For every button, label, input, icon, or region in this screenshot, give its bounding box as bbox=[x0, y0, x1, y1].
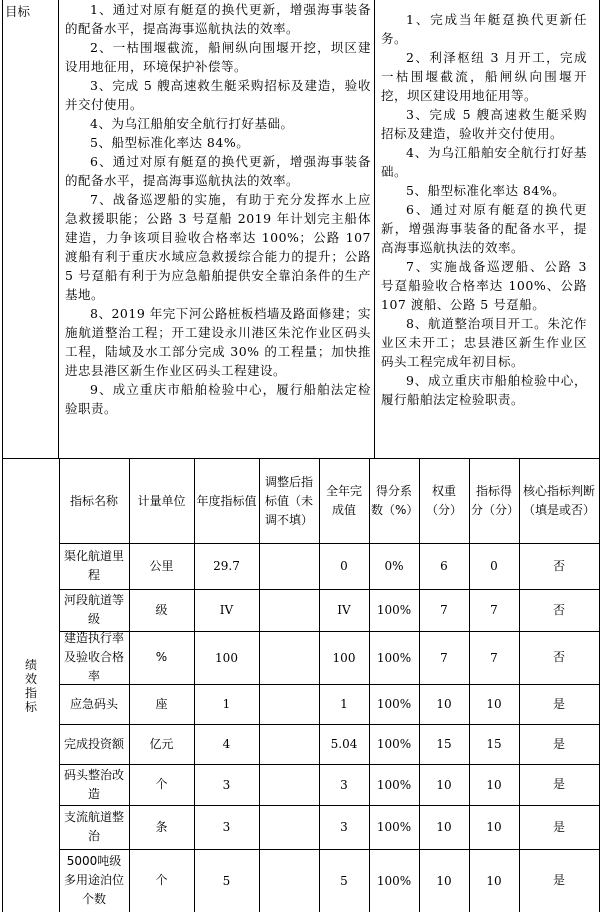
table-cell bbox=[261, 724, 317, 764]
actual-goals bbox=[381, 10, 587, 409]
indicator-name-cell: 建造执行率及验收合格率 bbox=[63, 631, 124, 683]
table-cell: 是 bbox=[552, 873, 565, 887]
table-cell: 6 bbox=[440, 559, 448, 573]
table-cell: 1 bbox=[222, 697, 231, 711]
indicator-name-cell: 渠化航道里程 bbox=[63, 549, 124, 582]
actual-goal-item: 3、完成 5 艘高速救生艇采购招标及建造，验收并交付使用。 bbox=[381, 107, 587, 141]
table-cell: 100% bbox=[376, 737, 412, 751]
table-cell: 0% bbox=[384, 559, 404, 573]
table-cell: 否 bbox=[552, 602, 565, 617]
table-cell: 15 bbox=[436, 737, 452, 751]
planned-goal-item: 7、战备巡逻船的实施，有助于充分发挥水上应急救援职能；公路 3 号趸船 2019 年计划完主船体建造，力争该项目验收合格率达 100%；公路 107 渡船有利于重庆水域应急救援综合能力的提升；公路 5 号趸船有利于为应急船舶提供安全靠泊条件的生产基地。 bbox=[65, 192, 371, 302]
table-cell: 3 bbox=[222, 820, 231, 834]
table-cell: 7 bbox=[490, 650, 498, 665]
planned-goal-item: 1、通过对原有艇趸的换代更新，增强海事装备的配备水平，提高海事巡航执法的效率。 bbox=[65, 2, 371, 36]
indicator-name-cell: 完成投资额 bbox=[63, 736, 124, 751]
target-label: 目标 bbox=[5, 4, 31, 19]
table-cell: 10 bbox=[436, 873, 452, 888]
table-cell bbox=[261, 543, 317, 589]
indicator-name-cell: 码头整治改造 bbox=[63, 767, 124, 801]
table-cell bbox=[261, 849, 317, 912]
planned-goal-item: 9、成立重庆市船舶检验中心，履行船舶法定检验职责。 bbox=[65, 382, 371, 416]
indicator-name-cell: 应急码头 bbox=[69, 696, 118, 711]
table-cell: 是 bbox=[552, 819, 565, 834]
table-cell: 亿元 bbox=[149, 736, 174, 751]
table-cell bbox=[261, 805, 317, 849]
table-cell: 10 bbox=[486, 777, 502, 792]
table-cell bbox=[261, 589, 317, 631]
table-cell: % bbox=[155, 650, 168, 664]
performance-table bbox=[2, 0, 600, 912]
table-cell: 100% bbox=[376, 777, 412, 792]
table-cell: 是 bbox=[552, 696, 565, 711]
actual-goal-item: 2、利泽枢纽 3 月开工，完成一枯围堰截流，船闸纵向围堰开挖，坝区建设用地征用等。 bbox=[381, 50, 587, 103]
table-cell: 是 bbox=[552, 777, 565, 791]
table-cell bbox=[261, 684, 317, 724]
actual-goal-item: 8、航道整治项目开工。朱沱作业区未开工；忠县港区新生作业区码头工程完成年初目标。 bbox=[381, 316, 587, 369]
table-cell: 座 bbox=[155, 696, 168, 711]
table-cell: 10 bbox=[436, 820, 452, 834]
table-cell: 5.04 bbox=[330, 737, 358, 751]
indicator-name-cell: 5000吨级多用途泊位个数 bbox=[63, 854, 124, 906]
table-cell: 个 bbox=[155, 777, 168, 791]
table-cell bbox=[261, 764, 317, 805]
table-cell: 100 bbox=[332, 650, 356, 665]
column-header: 调整后指标值（未调不填） bbox=[264, 474, 313, 527]
actual-goal-item: 4、为乌江船舶安全航行打好基础。 bbox=[381, 145, 587, 179]
planned-goal-item: 5、船型标准化率达 84%。 bbox=[90, 135, 250, 150]
table-cell: 否 bbox=[552, 558, 565, 573]
table-cell: IV bbox=[337, 603, 351, 617]
indicator-name-cell: 支流航道整治 bbox=[63, 810, 124, 843]
table-cell: 条 bbox=[155, 819, 168, 834]
planned-goal-item: 4、为乌江船舶安全航行打好基础。 bbox=[90, 116, 294, 131]
table-cell: 级 bbox=[155, 602, 168, 617]
table-cell: 5 bbox=[222, 873, 231, 888]
planned-goal-item: 3、完成 5 艘高速救生艇采购招标及建造，验收并交付使用。 bbox=[65, 78, 371, 112]
actual-goal-item: 5、船型标准化率达 84%。 bbox=[406, 183, 566, 198]
table-cell: 公里 bbox=[149, 558, 174, 573]
table-cell bbox=[261, 631, 317, 684]
table-cell: 29.7 bbox=[213, 559, 240, 573]
table-cell: 100% bbox=[376, 873, 412, 888]
table-cell: 否 bbox=[552, 650, 565, 664]
planned-goal-item: 6、通过对原有艇趸的换代更新，增强海事装备的配备水平，提高海事巡航执法的效率。 bbox=[65, 154, 371, 188]
table-cell: 10 bbox=[486, 697, 502, 711]
table-cell: 100% bbox=[376, 697, 412, 711]
actual-goal-item: 7、实施战备巡逻船、公路 3 号趸船验收合格率达 100%、公路 107 渡船、公路 5 号趸船。 bbox=[381, 259, 587, 312]
actual-goal-item: 1、完成当年艇趸换代更新任务。 bbox=[381, 12, 587, 46]
actual-goal-item: 6、通过对原有艇趸的换代更新，增强海事装备的配备水平，提高海事巡航执法的效率。 bbox=[381, 202, 587, 255]
actual-goal-item: 9、成立重庆市船舶检验中心，履行船舶法定检验职责。 bbox=[381, 373, 587, 407]
table-cell: 100% bbox=[376, 650, 412, 665]
table-cell: 是 bbox=[552, 736, 565, 751]
column-header: 得分系数（%） bbox=[371, 484, 419, 517]
table-cell: 7 bbox=[490, 603, 498, 617]
table-cell: 3 bbox=[340, 777, 348, 792]
table-cell: 10 bbox=[486, 873, 502, 888]
indicator-section-label: 绩效指标 bbox=[24, 657, 37, 714]
table-cell: 1 bbox=[340, 697, 348, 711]
table-cell: 5 bbox=[340, 873, 348, 888]
table-cell: 3 bbox=[222, 777, 231, 792]
planned-goal-item: 2、一枯围堰截流，船闸纵向围堰开挖，坝区建设用地征用，环境保护补偿等。 bbox=[65, 40, 371, 74]
column-header: 年度指标值 bbox=[196, 493, 257, 508]
table-cell: 7 bbox=[440, 603, 448, 617]
table-cell: 3 bbox=[340, 820, 348, 834]
table-cell: 15 bbox=[486, 737, 502, 751]
table-cell: 100 bbox=[215, 650, 238, 665]
table-cell: 0 bbox=[340, 559, 348, 573]
table-cell: 10 bbox=[486, 820, 502, 834]
planned-goals bbox=[65, 0, 371, 418]
column-header: 权重（分） bbox=[425, 484, 462, 517]
table-cell: 10 bbox=[436, 697, 452, 711]
table-cell: 4 bbox=[222, 737, 231, 751]
planned-goal-item: 8、2019 年完下河公路桩板档墙及路面修建；实施航道整治工程；开工建设永川港区朱沱作业区码头工程，陆域及水工部分完成 30% 的工程量；加快推进忠县港区新生作业区码头工程建设。 bbox=[65, 306, 371, 378]
column-header: 计量单位 bbox=[137, 493, 186, 508]
table-cell: 100% bbox=[376, 603, 412, 617]
column-header: 核心指标判断（填是或否） bbox=[522, 484, 595, 517]
table-cell: IV bbox=[219, 603, 234, 617]
column-header: 全年完成值 bbox=[325, 484, 362, 517]
table-cell: 7 bbox=[440, 650, 448, 665]
column-header: 指标名称 bbox=[69, 493, 118, 508]
indicator-name-cell: 河段航道等级 bbox=[63, 593, 124, 626]
column-header: 指标得分（分） bbox=[471, 484, 520, 517]
table-cell: 10 bbox=[436, 777, 452, 792]
table-cell: 个 bbox=[155, 873, 168, 887]
table-cell: 100% bbox=[376, 820, 412, 834]
table-cell: 0 bbox=[490, 559, 498, 573]
